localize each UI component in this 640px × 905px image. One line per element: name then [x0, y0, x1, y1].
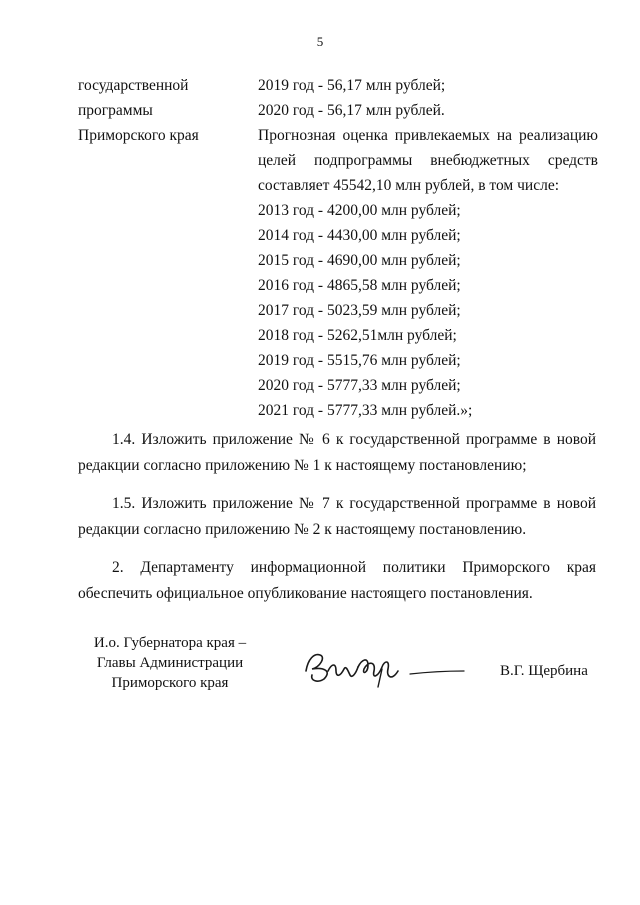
paragraph-2 — [78, 555, 596, 606]
forecast-year-2016: 2016 год - 4865,58 млн рублей; — [258, 277, 461, 294]
signatory-title — [80, 633, 260, 693]
forecast-year-2015: 2015 год - 4690,00 млн рублей; — [258, 252, 461, 269]
forecast-year-2014: 2014 год - 4430,00 млн рублей; — [258, 227, 461, 244]
handwritten-signature — [298, 641, 468, 691]
paragraph-1-4-line-1: 1.4. Изложить приложение № 6 к государственной программе в новой — [112, 431, 596, 448]
funding-line-2020: 2020 год - 56,17 млн рублей. — [258, 102, 445, 119]
signatory-title-line-1: И.о. Губернатора края – — [93, 635, 247, 651]
paragraph-1-4-line-2: редакции согласно приложению № 1 к настоящему постановлению; — [78, 456, 527, 474]
forecast-year-2013: 2013 год - 4200,00 млн рублей; — [258, 202, 461, 219]
paragraph-2-line-2: обеспечить официальное опубликование настоящего постановления. — [78, 584, 533, 602]
signatory-title-line-3: Приморского края — [111, 675, 229, 691]
forecast-year-2021: 2021 год - 5777,33 млн рублей.»; — [258, 402, 473, 419]
program-name-line-2: программы — [78, 102, 153, 119]
forecast-year-2017: 2017 год - 5023,59 млн рублей; — [258, 302, 461, 319]
funding-column — [258, 73, 598, 423]
forecast-year-2020: 2020 год - 5777,33 млн рублей; — [258, 377, 461, 394]
forecast-text-line-3: составляет 45542,10 млн рублей, в том числе: — [258, 177, 560, 194]
signatory-title-line-2: Главы Администрации — [96, 655, 244, 671]
program-name-line-3: Приморского края — [78, 127, 199, 144]
paragraph-1-5-line-2: редакции согласно приложению № 2 к настоящему постановлению. — [78, 520, 527, 538]
paragraph-1-5 — [78, 491, 596, 542]
forecast-text-line-1: Прогнозная оценка привлекаемых на реализацию — [258, 127, 598, 144]
funding-line-2019: 2019 год - 56,17 млн рублей; — [258, 77, 446, 94]
signature-block — [0, 633, 640, 693]
forecast-year-2019: 2019 год - 5515,76 млн рублей; — [258, 352, 461, 369]
forecast-text-line-2: целей подпрограммы внебюджетных средств — [258, 152, 598, 169]
program-name-column — [78, 73, 248, 148]
forecast-year-2018: 2018 год - 5262,51млн рублей; — [258, 327, 457, 344]
resolution-paragraphs — [78, 427, 596, 619]
program-name-line-1: государственной — [78, 77, 189, 94]
page-number: 5 — [316, 34, 324, 49]
paragraph-1-5-line-1: 1.5. Изложить приложение № 7 к государственной программе в новой — [112, 495, 596, 512]
paragraph-2-line-1: 2. Департаменту информационной политики Приморского края — [112, 559, 596, 576]
paragraph-1-4 — [78, 427, 596, 478]
signatory-name: В.Г. Щербина — [500, 663, 588, 679]
